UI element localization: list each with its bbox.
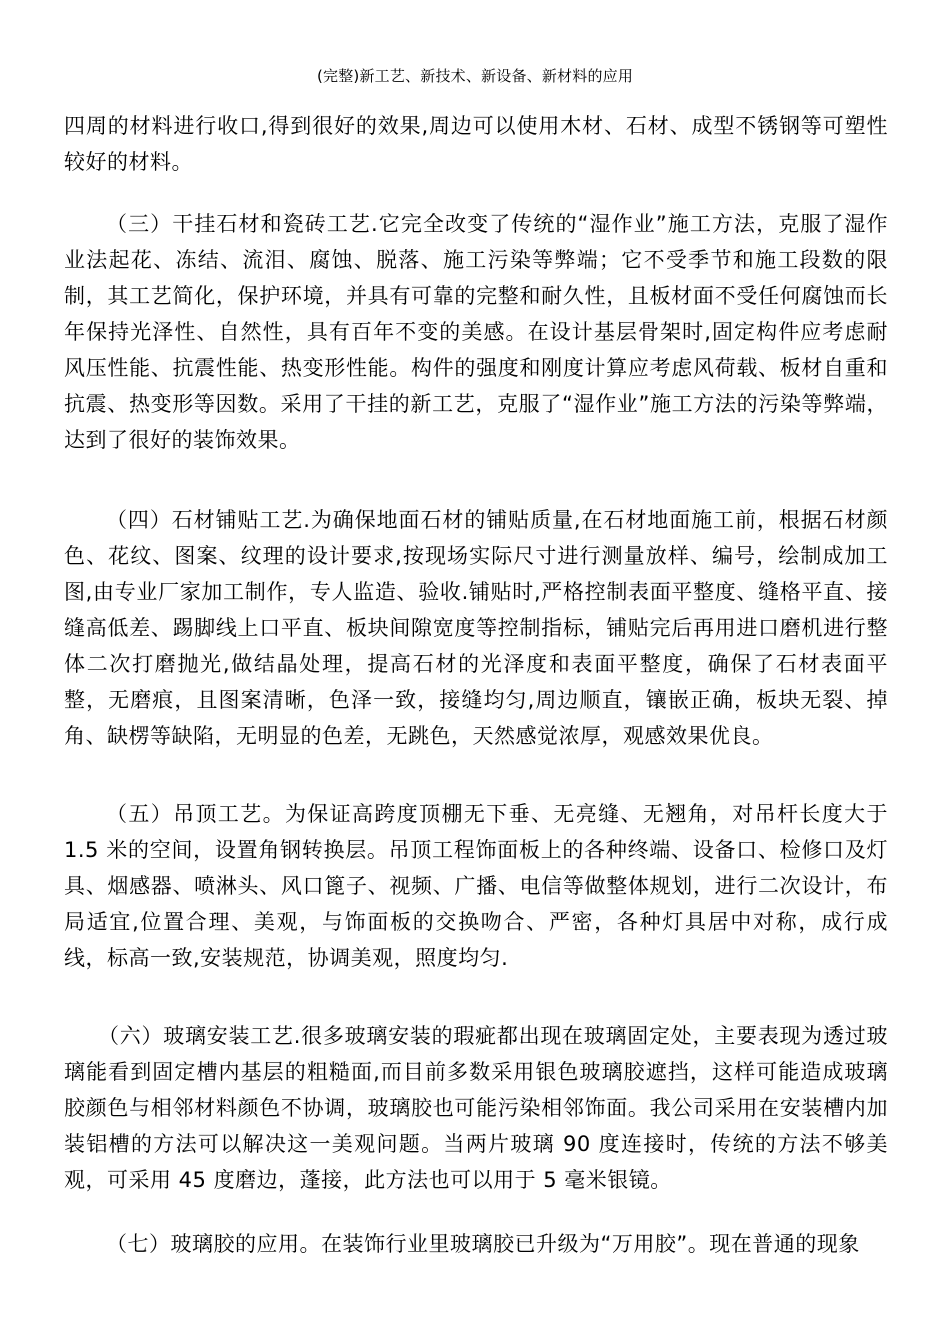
paragraph-3: （四）石材铺贴工艺.为确保地面石材的铺贴质量,在石材地面施工前，根据石材颜色、花纹、图案、纹理的设计要求,按现场实际尺寸进行测量放样、编号，绘制成加工图,由专业厂家加工制作，专人监造、验收.铺贴时,严格控制表面平整度、缝格平直、接缝高低差、踢脚线上口平直、板块间隙宽度等控制指标，铺贴完后再用进口磨机进行整体二次打磨抛光,做结晶处理，提高石材的光泽度和表面平整度，确保了石材表面平整，无磨痕，且图案清晰，色泽一致，接缝均匀,周边顺直，镶嵌正确，板块无裂、掉角、缺楞等缺陷，无明显的色差，无跳色，天然感觉浓厚，观感效果优良。 [64,508,889,748]
paragraph-6: （七）玻璃胶的应用。在装饰行业里玻璃胶已升级为“万用胶”。现在普通的现象 [106,1232,860,1256]
paragraph-2: （三）干挂石材和瓷砖工艺.它完全改变了传统的“湿作业”施工方法，克服了湿作业法起花、冻结、流泪、腐蚀、脱落、施工污染等弊端；它不受季节和施工段数的限制，其工艺简化，保护环境，并具有可靠的完整和耐久性，且板材面不受任何腐蚀而长年保持光泽性、自然性，具有百年不变的美感。在设计基层骨架时,固定构件应考虑耐风压性能、抗震性能、热变形性能。构件的强度和刚度计算应考虑风荷载、板材自重和抗震、热变形等因数。采用了干挂的新工艺，克服了“湿作业”施工方法的污染等弊端，达到了很好的装饰效果。 [64,212,889,452]
paragraph-5: （六）玻璃安装工艺.很多玻璃安装的瑕疵都出现在玻璃固定处，主要表现为透过玻璃能看到固定槽内基层的粗糙面,而目前多数采用银色玻璃胶遮挡，这样可能造成玻璃胶颜色与相邻材料颜色不协调，玻璃胶也可能污染相邻饰面。我公司采用在安装槽内加装铝槽的方法可以解决这一美观问题。当两片玻璃 90 度连接时，传统的方法不够美观，可采用 45 度磨边，蓬接，此方法也可以用于 5 毫米银镜。 [64,1024,888,1192]
paragraph-4: （五）吊顶工艺。为保证高跨度顶棚无下垂、无亮缝、无翘角，对吊杆长度大于 1.5 米的空间，设置角钢转换层。吊顶工程饰面板上的各种终端、设备口、检修口及灯具、烟感器、喷淋头、风口篦子、视频、广播、电信等做整体规划，进行二次设计，布局适宜,位置合理、美观，与饰面板的交换吻合、严密，各种灯具居中对称，成行成线，标高一致,安装规范，协调美观，照度均匀. [64,802,888,970]
paragraph-1: 四周的材料进行收口,得到很好的效果,周边可以使用木材、石材、成型不锈钢等可塑性较好的材料。 [64,114,888,174]
running-header: (完整)新工艺、新技术、新设备、新材料的应用 [316,67,634,85]
